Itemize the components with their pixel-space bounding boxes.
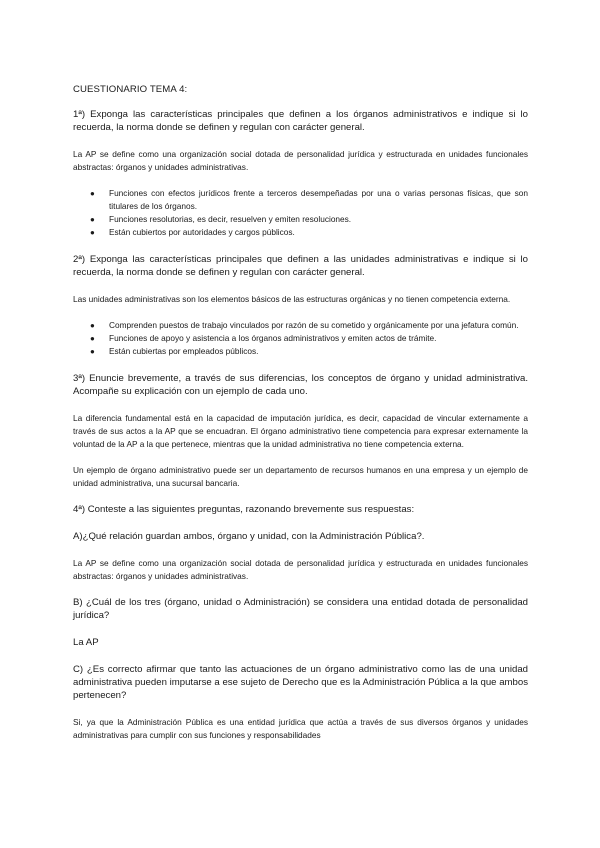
- answer-4c: Si, ya que la Administración Pública es una entidad jurídica que actúa a través de sus diversos órganos y unidades administrativas para cumplir con sus funciones y responsabilidades: [73, 717, 528, 740]
- question-4c: C) ¿Es correcto afirmar que tanto las actuaciones de un órgano administrativo como las de una unidad administrativa pueden imputarse a ese sujeto de Derecho que es la Administración Pública a la que ambos pertenecen?: [73, 664, 528, 701]
- document-title: CUESTIONARIO TEMA 4:: [73, 84, 188, 95]
- answer-2: Las unidades administrativas son los elementos básicos de las estructuras orgánicas y no tienen competencia externa.: [73, 294, 511, 304]
- answer-4a: La AP se define como una organización social dotada de personalidad jurídica y estructurada en unidades funcionales abstractas: órganos y unidades administrativas.: [73, 558, 528, 581]
- list-item-text: Están cubiertos por autoridades y cargos públicos.: [109, 227, 295, 237]
- answer-3-paragraph-2: Un ejemplo de órgano administrativo puede ser un departamento de recursos humanos en una empresa y un ejemplo de unidad administrativa, una sucursal bancaria.: [73, 465, 528, 488]
- list-item-text: Funciones resolutorias, es decir, resuelven y emiten resoluciones.: [109, 214, 352, 224]
- question-3: 3ª) Enuncie brevemente, a través de sus diferencias, los conceptos de órgano y unidad administrativa. Acompañe su explicación con un ejemplo de cada uno.: [73, 373, 528, 397]
- answer-4b: La AP: [73, 637, 99, 648]
- question-4a: A)¿Qué relación guardan ambos, órgano y unidad, con la Administración Pública?.: [73, 531, 425, 542]
- bullet-icon: ●: [90, 334, 95, 343]
- question-4b: B) ¿Cuál de los tres (órgano, unidad o Administración) se considera una entidad dotada de personalidad jurídica?: [73, 597, 528, 621]
- list-item: [73, 332, 528, 345]
- question-1: 1ª) Exponga las características principales que definen a los órganos administrativos e indique si lo recuerda, la norma donde se definen y regulan con carácter general.: [73, 109, 528, 133]
- list-item-text: Funciones de apoyo y asistencia a los órganos administrativos y emiten actos de trámite.: [109, 333, 437, 343]
- list-item: [73, 345, 528, 358]
- answer-2-list: [73, 319, 528, 358]
- bullet-icon: ●: [90, 189, 95, 198]
- document-body: [73, 84, 528, 755]
- list-item: [73, 213, 528, 226]
- bullet-icon: ●: [90, 215, 95, 224]
- list-item-text: Comprenden puestos de trabajo vinculados por razón de su cometido y orgánicamente por una jefatura común.: [109, 320, 519, 330]
- answer-1: La AP se define como una organización social dotada de personalidad jurídica y estructurada en unidades funcionales abstractas: órganos y unidades administrativas.: [73, 149, 528, 172]
- question-4: 4ª) Conteste a las siguientes preguntas, razonando brevemente sus respuestas:: [73, 504, 415, 515]
- list-item: [73, 187, 528, 213]
- list-item: [73, 319, 528, 332]
- list-item-text: Funciones con efectos jurídicos frente a terceros desempeñadas por una o varias personas físicas, que son titulares de los órganos.: [109, 188, 528, 211]
- bullet-icon: ●: [90, 228, 95, 237]
- answer-3-paragraph-1: La diferencia fundamental está en la capacidad de imputación jurídica, es decir, capacidad de vincular externamente a través de sus actos a la AP que se encuadran. El órgano administrativo tiene competencia para expresar externamente la voluntad de la AP a la que pertenece, mientras que la unidad administrativa no tiene competencia externa.: [73, 413, 528, 449]
- bullet-icon: ●: [90, 321, 95, 330]
- list-item-text: Están cubiertas por empleados públicos.: [109, 346, 259, 356]
- list-item: [73, 226, 528, 239]
- answer-1-list: [73, 187, 528, 239]
- bullet-icon: ●: [90, 347, 95, 356]
- question-2: 2ª) Exponga las características principales que definen a las unidades administrativas e indique si lo recuerda, la norma donde se definen y regulan con carácter general.: [73, 254, 528, 278]
